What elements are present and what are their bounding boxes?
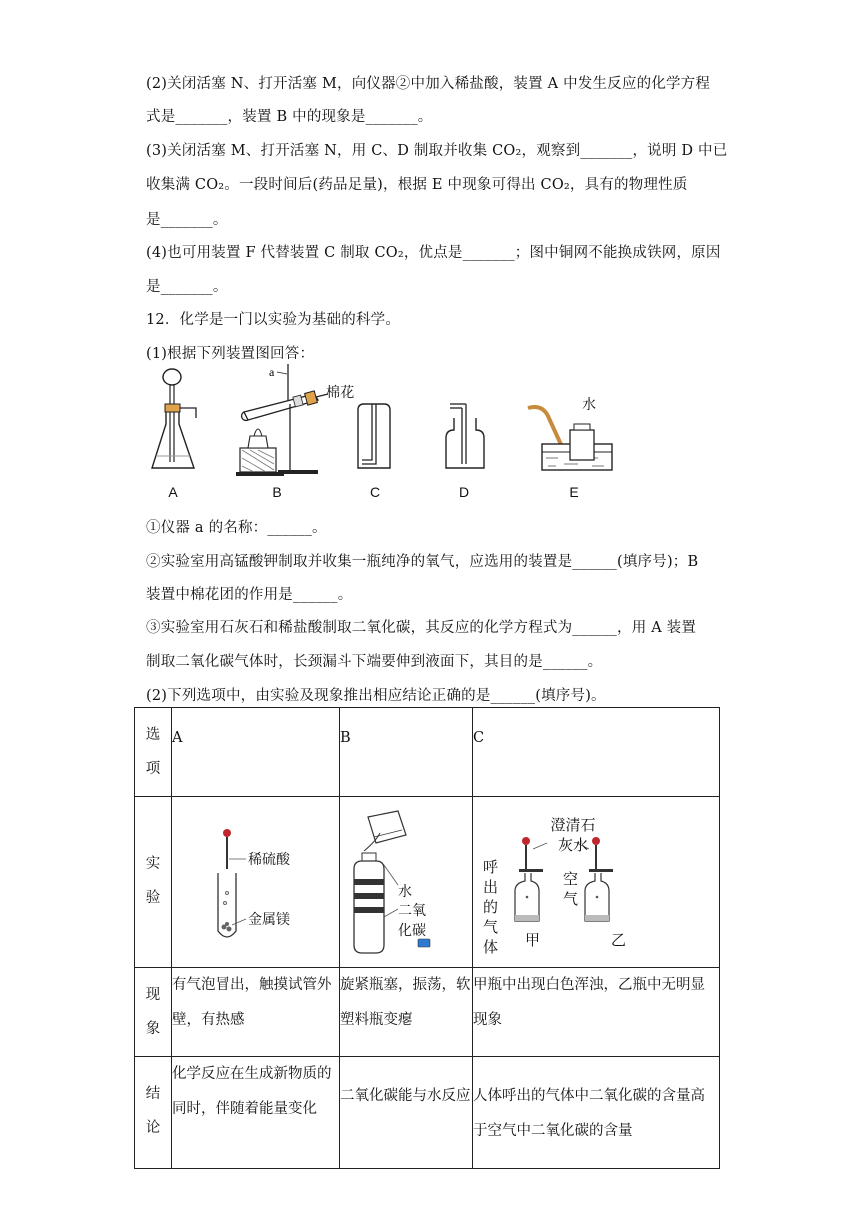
label-d: D bbox=[458, 484, 470, 500]
label-exhaled-gas: 呼出的气体 bbox=[483, 858, 499, 956]
text-line: ③实验室用石灰石和稀盐酸制取二氧化碳，其反应的化学方程式为______，用 A 装置 bbox=[146, 620, 697, 636]
text-line: (2)下列选项中，由实验及现象推出相应结论正确的是______(填序号)。 bbox=[146, 688, 606, 704]
conclusion-b: 二氧化碳能与水反应 bbox=[340, 1057, 473, 1169]
label-a: A bbox=[168, 484, 178, 500]
apparatus-a-flask bbox=[144, 364, 204, 482]
row-header: 结论 bbox=[135, 1057, 172, 1169]
text-line: 是_______。 bbox=[146, 279, 228, 295]
col-header-b: B bbox=[340, 708, 473, 797]
conclusion-c: 人体呼出的气体中二氧化碳的含量高于空气中二氧化碳的含量 bbox=[473, 1057, 720, 1169]
text-line: ①仪器 a 的名称：______。 bbox=[146, 520, 327, 536]
text-line: (3)关闭活塞 M、打开活塞 N，用 C、D 制取并收集 CO₂，观察到_______，说明 D 中已 bbox=[146, 143, 728, 159]
label-c: C bbox=[369, 484, 381, 500]
col-header-a: A bbox=[172, 708, 340, 797]
table-row bbox=[135, 968, 720, 1057]
text-line: 收集满 CO₂。一段时间后(药品足量)，根据 E 中现象可得出 CO₂，具有的物理性质 bbox=[146, 177, 688, 193]
table-row bbox=[135, 797, 720, 968]
question-12-title: 12．化学是一门以实验为基础的科学。 bbox=[146, 312, 401, 328]
annot-a-text: a bbox=[269, 365, 275, 379]
experiment-a-cell bbox=[172, 797, 340, 968]
text-line: (4)也可用装置 F 代替装置 C 制取 CO₂，优点是_______；图中铜网不能换成铁网，原因 bbox=[146, 245, 721, 261]
text-line: ②实验室用高锰酸钾制取并收集一瓶纯净的氧气，应选用的装置是______(填序号)；B bbox=[146, 554, 699, 570]
text-line: 制取二氧化碳气体时，长颈漏斗下端要伸到液面下，其目的是______。 bbox=[146, 654, 603, 670]
experiment-a-illustration bbox=[172, 797, 339, 967]
options-table bbox=[134, 707, 720, 1169]
label-bottle-jia: 甲 bbox=[525, 931, 541, 949]
apparatus-e-trough bbox=[524, 364, 620, 482]
phenomenon-a: 有气泡冒出，触摸试管外壁，有热感 bbox=[172, 968, 340, 1057]
col-header-c: C bbox=[473, 708, 720, 797]
apparatus-c-bottle bbox=[354, 364, 398, 482]
label-e: E bbox=[569, 484, 579, 500]
label-water: 水 bbox=[398, 884, 412, 900]
label-carbon-dioxide: 二氧化碳 bbox=[398, 903, 426, 939]
text-line: 式是_______，装置 B 中的现象是_______。 bbox=[146, 109, 433, 125]
row-header: 现象 bbox=[135, 968, 172, 1057]
table-row bbox=[135, 708, 720, 797]
annot-cotton: 棉花 bbox=[326, 385, 355, 401]
label-b: B bbox=[272, 484, 282, 500]
text-line: 是_______。 bbox=[146, 212, 228, 228]
apparatus-figure bbox=[140, 364, 610, 504]
phenomenon-c: 甲瓶中出现白色浑浊，乙瓶中无明显现象 bbox=[473, 968, 720, 1057]
phenomenon-b: 旋紧瓶塞，振荡，软塑料瓶变瘪 bbox=[340, 968, 473, 1057]
label-bottle-yi: 乙 bbox=[611, 931, 627, 949]
table-row bbox=[135, 1057, 720, 1169]
label-air: 空气 bbox=[563, 870, 579, 908]
conclusion-a: 化学反应在生成新物质的同时，伴随着能量变化 bbox=[172, 1057, 340, 1169]
row-header: 选项 bbox=[135, 708, 172, 797]
apparatus-d-bottle bbox=[440, 364, 490, 482]
row-header: 实验 bbox=[135, 797, 172, 968]
label-dilute-sulfuric-acid: 稀硫酸 bbox=[248, 852, 290, 868]
text-line: (1)根据下列装置图回答： bbox=[146, 346, 315, 362]
text-line: 装置中棉花团的作用是______。 bbox=[146, 587, 353, 603]
text-line: (2)关闭活塞 N、打开活塞 M，向仪器②中加入稀盐酸，装置 A 中发生反应的化学方程 bbox=[146, 76, 711, 92]
experiment-b-cell bbox=[340, 797, 473, 968]
annot-water: 水 bbox=[582, 397, 597, 413]
label-limewater: 澄清石灰水 bbox=[550, 816, 596, 854]
label-magnesium: 金属镁 bbox=[248, 912, 290, 928]
experiment-c-cell bbox=[473, 797, 720, 968]
